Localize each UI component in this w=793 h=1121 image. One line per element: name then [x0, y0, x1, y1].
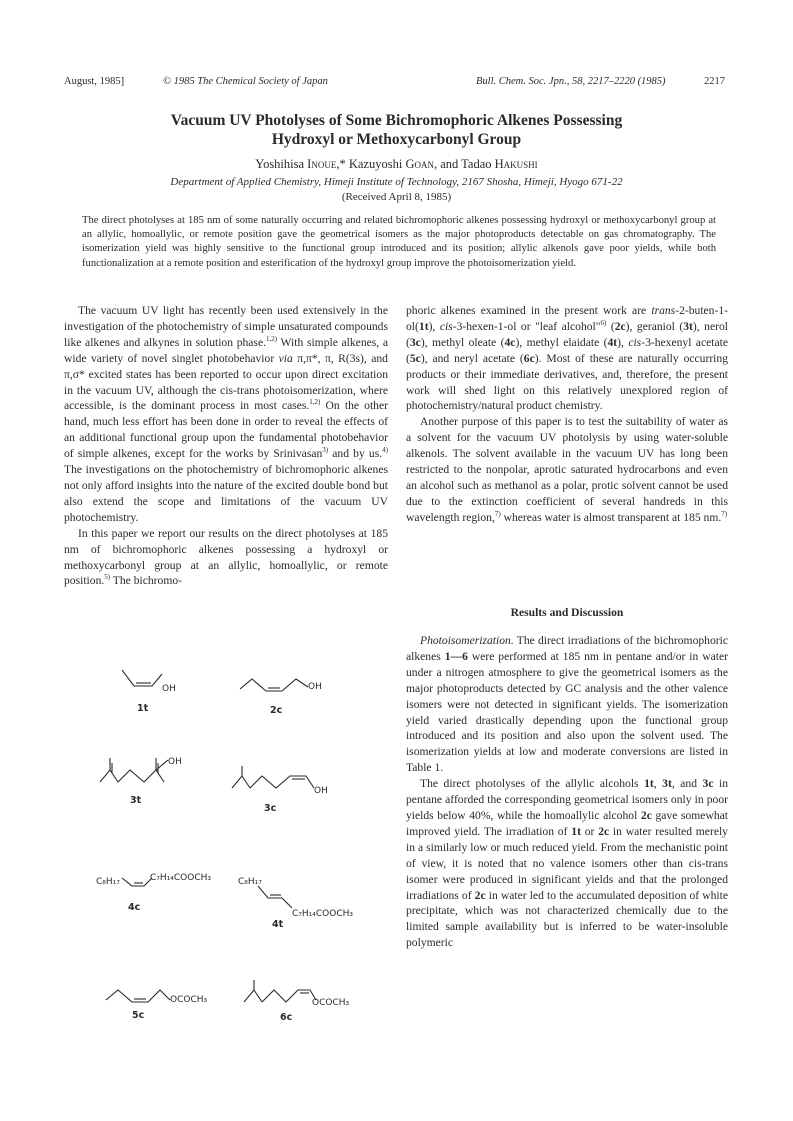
header-page-number: 2217: [704, 76, 725, 87]
structure-6c-label: 6c: [280, 1012, 293, 1023]
compound-ref: 2c: [614, 319, 626, 333]
structure-4t-right: C₇H₁₄COOCH₃: [292, 909, 353, 919]
text: gave somewhat improved yield. The irradiation of: [406, 808, 728, 838]
text: whereas water is almost transparent at 185 nm.: [500, 510, 722, 524]
structure-2c-drawing: [238, 673, 328, 697]
section-heading: Results and Discussion: [510, 606, 624, 619]
ref-mark: 7): [494, 509, 501, 518]
subsection-heading: Photoisomerization.: [420, 634, 514, 647]
header-copyright: © 1985 The Chemical Society of Japan: [163, 76, 328, 87]
received-date: (Received April 8, 1985): [341, 191, 452, 203]
text: or: [580, 824, 599, 838]
text: The direct photolyses of the allylic alcohols: [420, 777, 645, 791]
left-column: [64, 303, 388, 589]
structure-6c: [242, 980, 362, 1019]
text: On the other hand, much less effort has been done in order to reveal the effects of an additional functional group upon the fundamental photobehavior of simple alkenes, except for the works by Srinivasan: [64, 399, 388, 461]
text: π,π*, π, R(3s), and π,σ* excited states has been reported to occur upon direct excitation in the vacuum UV, although the cis-trans photoisomerization, where accessible, is the dominant process in most cases.: [64, 351, 388, 413]
paper-title: [0, 111, 793, 149]
structure-3t-drawing: [98, 756, 208, 788]
author-1-mark: ,*: [336, 157, 349, 171]
text: ), methyl oleate (: [420, 335, 505, 349]
structure-6c-group: OCOCH₃: [312, 998, 350, 1008]
structure-4t-left: C₈H₁₇: [238, 877, 262, 887]
text: and by us.: [328, 447, 383, 461]
structure-3t-group: OH: [168, 757, 182, 767]
text: ,: [653, 777, 663, 791]
text: The bichromo-: [110, 574, 183, 588]
compound-ref: 1t: [418, 319, 429, 333]
title-line-2: Hydroxyl or Methoxycarbonyl Group: [271, 131, 522, 148]
structure-6c-drawing: [242, 980, 362, 1014]
compound-ref: 3c: [702, 777, 714, 791]
header-journal: Bull. Chem. Soc. Jpn., 58, 2217–2220 (1985): [476, 76, 666, 87]
text: ), and neryl acetate (: [420, 351, 524, 365]
structure-2c-group: OH: [308, 682, 322, 692]
right-column-top: [406, 303, 728, 526]
text: The direct irradiations of the bichromophoric alkenes: [406, 634, 728, 663]
text: ),: [428, 319, 440, 333]
compound-ref: 2c: [474, 888, 486, 902]
photolysis-paragraph: [406, 776, 728, 951]
author-2-first: Kazuyoshi: [348, 157, 406, 171]
structure-3c-group: OH: [314, 786, 328, 796]
structure-3c-label: 3c: [264, 803, 277, 814]
ref-mark: 4): [382, 446, 388, 455]
author-3-last: Hakushi: [494, 157, 538, 171]
structure-4c-drawing: [96, 870, 236, 892]
compound-ref: 1t: [644, 777, 654, 791]
compound-ref: 2c: [640, 808, 652, 822]
structure-4c-right: C₇H₁₄COOCH₃: [150, 873, 211, 883]
ref-mark: 5): [104, 573, 111, 582]
compound-ref: 4c: [504, 335, 516, 349]
ref-mark: 1,2): [266, 334, 278, 343]
compound-ref: 3t: [683, 319, 693, 333]
text: The investigations on the photochemistry of bichromophoric alkenes not only afford insights into the nature of the excited double bond but also extend the scope and limitations of the vacuum UV photochemistry.: [64, 463, 388, 524]
affiliation: Department of Applied Chemistry, Himeji Institute of Technology, 2167 Shosha, Himeji, Hyogo 671-22: [170, 176, 623, 188]
right-column-bottom: [406, 633, 728, 951]
compound-ref: 5c: [409, 351, 421, 365]
structure-1t-group: OH: [162, 684, 176, 694]
structure-5c-label: 5c: [132, 1010, 145, 1021]
solvent-paragraph: [406, 414, 728, 525]
text: were performed at 185 nm in pentane and/or in water under a nitrogen atmosphere to give the geometrical isomers as the major photoproducts detected by GC analysis and the other valence isomers were not detected in significant yields. The isomerization yield varied drastically depending upon the functional group introduced and its position and also upon the solvent used. The isomerization yields at low and moderate conversions are listed in Table 1.: [406, 649, 728, 775]
compound-ref: 1t: [571, 824, 581, 838]
structure-4t: [238, 874, 368, 925]
structure-4c-label: 4c: [128, 902, 141, 913]
text: ),: [617, 335, 629, 349]
text-italic: trans: [651, 304, 676, 317]
text: in water led to the accumulated deposition of white precipitate, which was not characterized chemically due to the limited sample availability but is inferred to be water-insoluble polymeric: [406, 888, 728, 950]
compound-ref: 6c: [523, 351, 535, 365]
structure-4t-drawing: [238, 874, 368, 920]
ref-mark: 1,2): [309, 398, 321, 407]
structure-3c-drawing: [230, 766, 340, 798]
text: The vacuum UV light has recently been used extensively in the investigation of the photochemistry of simple unsaturated compounds like alkenes and alkynes in solution phase.: [64, 304, 388, 349]
author-1-last: Inoue: [307, 157, 337, 171]
structure-2c: [238, 673, 328, 702]
text: With simple alkenes, a wide variety of novel singlet photobehavior: [64, 335, 388, 365]
photoisomerization-paragraph: [406, 633, 728, 776]
text: ), geraniol (: [625, 319, 684, 333]
ref-mark: 3): [322, 446, 329, 455]
text: ), nerol (: [406, 319, 728, 349]
ref-mark: 7): [721, 509, 728, 518]
text: -2-buten-1-ol(: [406, 304, 728, 333]
text: , and: [671, 777, 703, 791]
compounds-paragraph: [406, 303, 728, 414]
text: -3-hexenyl acetate (: [406, 335, 728, 365]
structure-2c-label: 2c: [270, 705, 283, 716]
author-separator: , and: [433, 157, 462, 171]
compound-ref: 3t: [662, 777, 672, 791]
text: in water resulted merely in a similarly low or much reduced yield. From the mechanistic point of view, it is noted that no valence isomers other than cis-trans isomer were produced in significant yields and that the prolonged irradiations of: [406, 824, 728, 902]
text-italic: cis: [439, 319, 453, 333]
structure-5c-drawing: [104, 984, 224, 1014]
author-3-first: Tadao: [461, 157, 495, 171]
text-italic: via: [278, 351, 293, 365]
header-date: August, 1985]: [64, 76, 125, 87]
text: ). Most of these are naturally occurring products or their immediate derivatives, and, therefore, the present work will shed light on this relatively unexplored region of photochemistry/natural product chemistry.: [406, 351, 728, 413]
text: Another purpose of this paper is to test the suitability of water as a solvent for the vacuum UV photolysis by using water-soluble alkenols. The solvent available in the vacuum UV has long been restricted to the nonpolar, aprotic saturated hydrocarbons and even an alcohol such as methanol as a polar, protic solvent cannot be used due to the extinction coefficient of several handreds in this wavelength region,: [406, 415, 728, 524]
structure-1t-drawing: [118, 664, 178, 694]
structure-1t: [118, 664, 178, 699]
text: In this paper we report our results on the direct photolyses at 185 nm of bichromophoric alkenes possessing a hydroxyl or methoxycarbonyl group at an allylic, homoallylic, or remote position.: [64, 526, 388, 588]
structure-4t-label: 4t: [272, 919, 284, 930]
structure-3t: [98, 756, 208, 793]
intro-paragraph-1: [64, 303, 388, 526]
ref-mark: 6): [600, 319, 607, 328]
compound-ref: 3c: [409, 335, 421, 349]
compound-ref: 1—6: [444, 649, 468, 663]
abstract: The direct photolyses at 185 nm of some naturally occurring and related bichromophoric alkenes possessing hydroxyl or methoxycarbonyl group at an allylic, homoallylic, or remote position gave the geometrical isomers as the major photoproducts detectable on gas chromatography. The isomerization yield was highly sensitive to the functional group introduced and its position; allylic alkenols gave poor yields, while both functionalization at a remote position and esterification of the hydroxyl group improve the photoisomerization yield.: [82, 215, 716, 269]
author-list: [0, 157, 793, 172]
intro-paragraph-2: [64, 526, 388, 590]
structure-5c: [104, 984, 224, 1019]
text: ), methyl elaidate (: [515, 335, 608, 349]
structure-3c: [230, 766, 340, 803]
compound-ref: 4t: [607, 335, 618, 349]
author-2-last: Goan: [405, 157, 434, 171]
text: -3-hexen-1-ol or "leaf alcohol": [452, 319, 601, 333]
structure-4c: [96, 870, 236, 897]
title-line-1: Vacuum UV Photolyses of Some Bichromophoric Alkenes Possessing: [170, 112, 623, 129]
structure-1t-label: 1t: [137, 703, 149, 714]
text: in pentane afforded the corresponding geometrical isomers only in poor yields below 40%, while the homoallylic alcohol: [406, 777, 729, 822]
text: (: [606, 319, 615, 333]
compound-ref: 2c: [598, 824, 610, 838]
structure-3t-label: 3t: [130, 795, 142, 806]
structure-4c-left: C₈H₁₇: [96, 877, 120, 887]
text: phoric alkenes examined in the present work are: [406, 304, 652, 317]
author-1-first: Yoshihisa: [255, 157, 308, 171]
text-italic: cis: [628, 335, 642, 349]
structure-5c-group: OCOCH₃: [170, 995, 208, 1005]
